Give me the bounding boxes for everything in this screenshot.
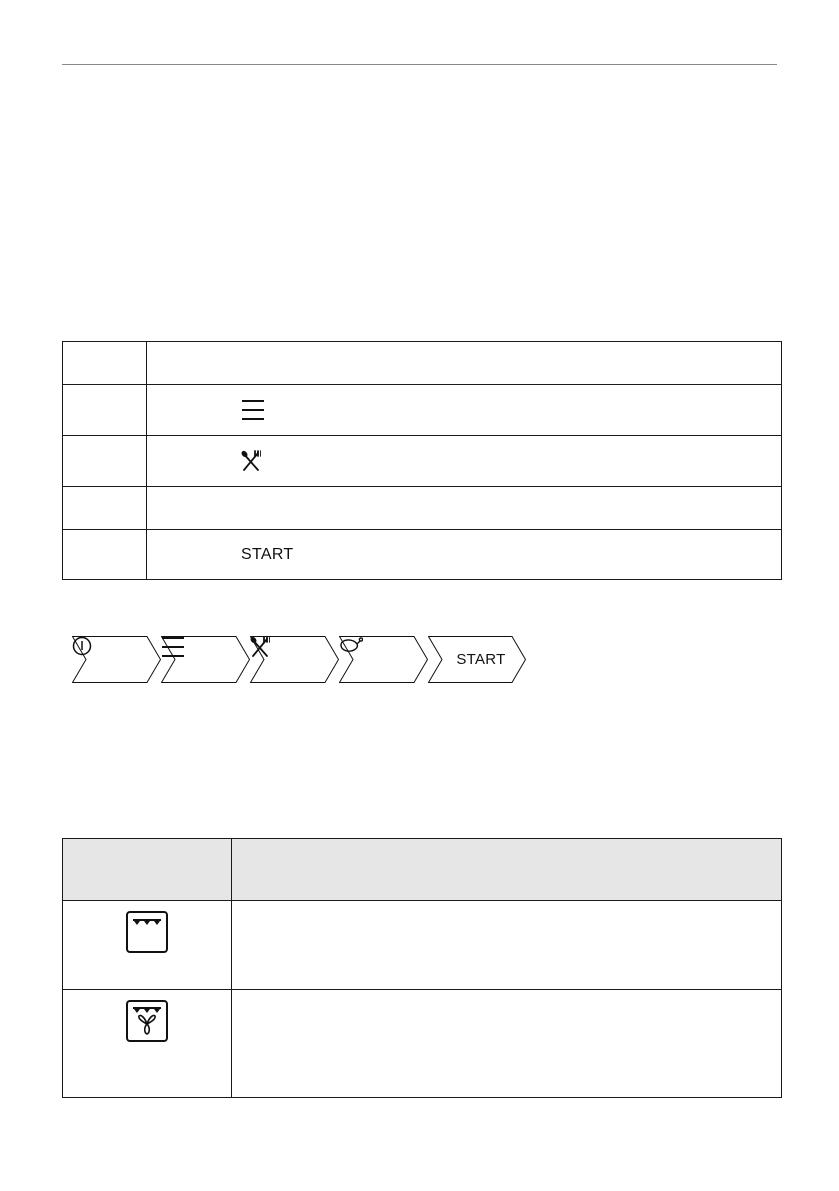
table-header-row <box>63 839 782 901</box>
functions-table <box>62 838 782 1098</box>
start-label: START <box>456 651 506 668</box>
description-header-cell <box>232 839 782 901</box>
table-row <box>63 990 782 1098</box>
table-row <box>63 385 782 436</box>
roast-step <box>339 636 428 683</box>
start-text: START <box>241 545 294 563</box>
menu-icon <box>241 399 265 421</box>
menu-step <box>161 636 250 683</box>
symbol-cell <box>63 990 232 1098</box>
table-row <box>63 530 782 580</box>
step-action-cell <box>147 385 782 436</box>
step-number-cell <box>63 436 147 487</box>
cutlery-step <box>250 636 339 683</box>
step-number-cell <box>63 530 147 580</box>
step-action-cell <box>147 436 782 487</box>
step-action-cell <box>147 342 782 385</box>
step-action-cell <box>147 487 782 530</box>
table-row <box>63 901 782 990</box>
header-rule <box>62 64 777 65</box>
fan-heat-icon <box>126 1000 168 1046</box>
description-cell <box>232 990 782 1098</box>
cutlery-icon <box>241 450 261 472</box>
table-row <box>63 436 782 487</box>
step-number-cell <box>63 342 147 385</box>
top-heat-icon <box>126 911 168 957</box>
button-sequence <box>72 636 526 683</box>
table-row <box>63 342 782 385</box>
step-action-cell <box>147 530 782 580</box>
start-step <box>428 636 526 683</box>
symbol-header-cell <box>63 839 232 901</box>
description-cell <box>232 901 782 990</box>
step-number-cell <box>63 385 147 436</box>
power-step <box>72 636 161 683</box>
table-row <box>63 487 782 530</box>
step-number-cell <box>63 487 147 530</box>
start-label <box>241 546 293 564</box>
steps-table <box>62 341 782 580</box>
symbol-cell <box>63 901 232 990</box>
